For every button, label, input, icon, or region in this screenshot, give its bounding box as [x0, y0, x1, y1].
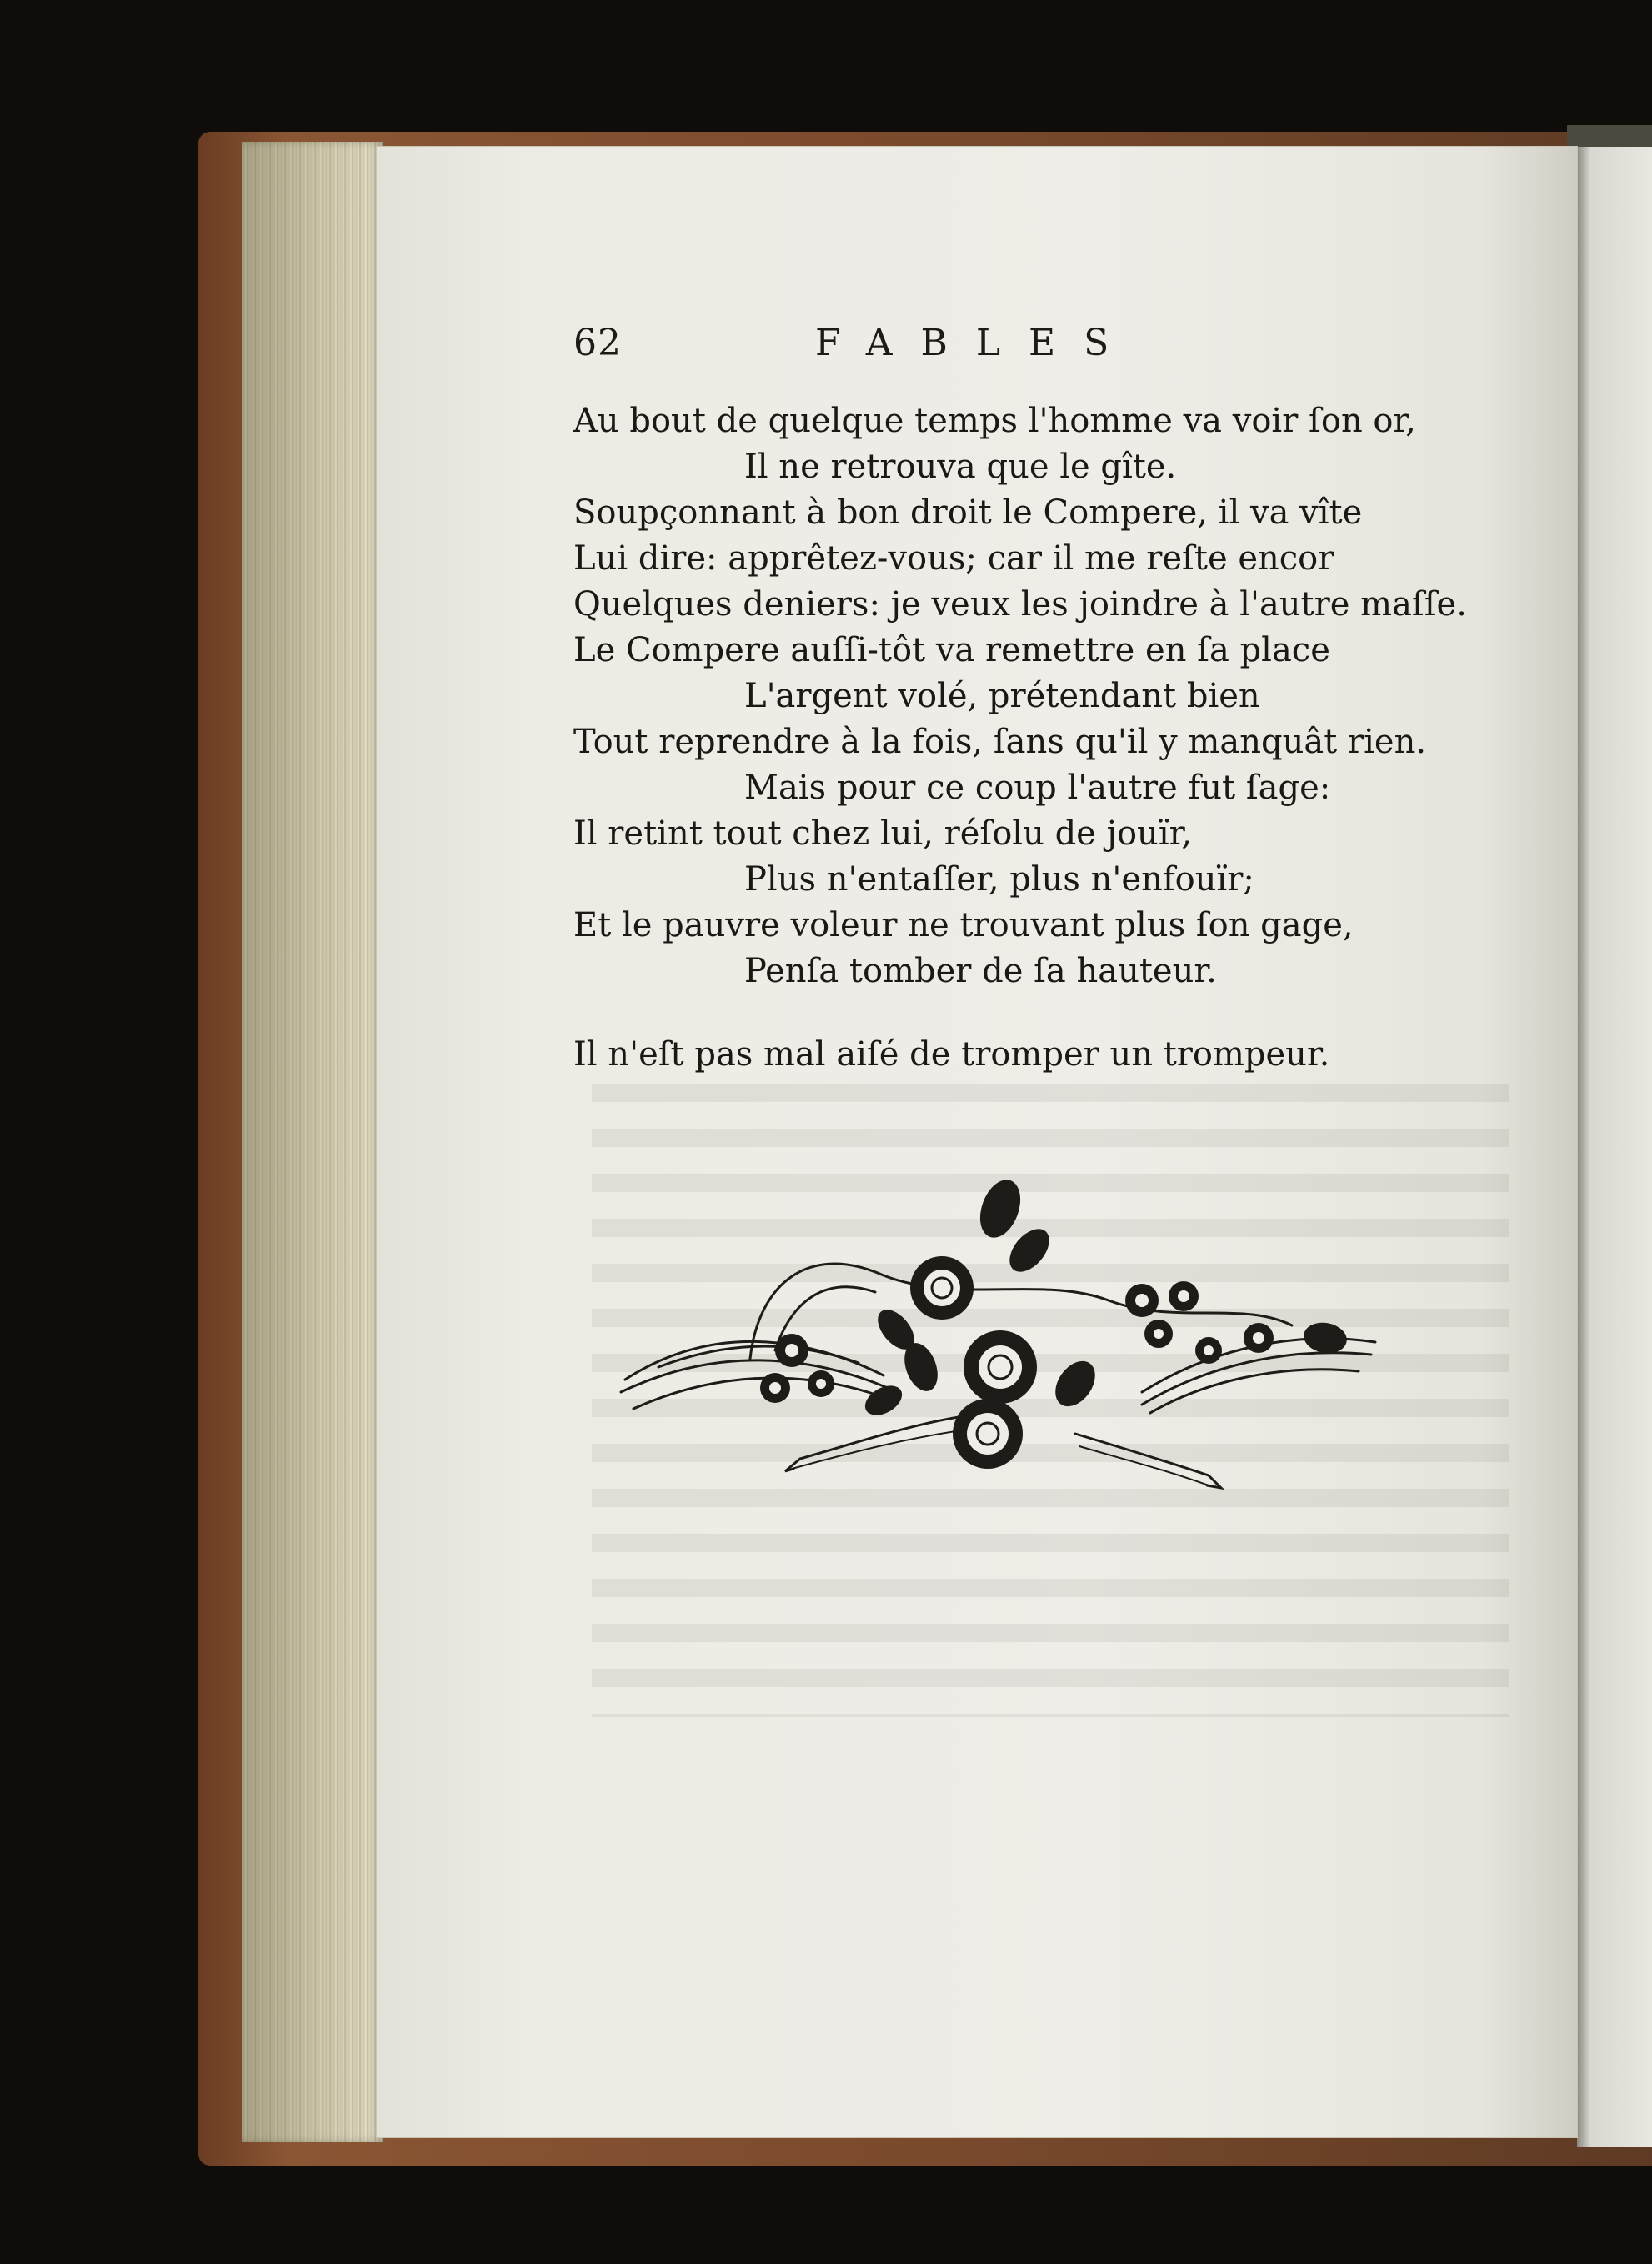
page-number: 62	[573, 322, 622, 364]
verse-line: Soupçonnant à bon droit le Compere, il va vîte	[573, 493, 1363, 532]
verse-line: L'argent volé, prétendant bien	[744, 677, 1260, 715]
page-stack-shadow	[242, 142, 367, 2142]
verse-line: Au bout de quelque temps l'homme va voir ſon or,	[573, 402, 1416, 440]
verse-line: Il ne retrouva que le gîte.	[744, 448, 1177, 486]
verse-line: Tout reprendre à la fois, ſans qu'il y manquât rien.	[573, 723, 1427, 761]
running-head-title: FABLES	[815, 322, 1138, 364]
running-head	[573, 322, 1490, 372]
verse-line: Plus n'entaſſer, plus n'enfouïr;	[744, 860, 1254, 899]
verse-line: Penſa tomber de ſa hauteur.	[744, 952, 1217, 990]
verse-line: Et le pauvre voleur ne trouvant plus ſon gage,	[573, 906, 1354, 944]
floral-garland-vignette-icon	[608, 1159, 1392, 1525]
fable-moral: Il n'eſt pas mal aiſé de tromper un trompeur.	[573, 1035, 1330, 1074]
facing-page	[1577, 147, 1652, 2147]
verse-line: Il retint tout chez lui, réſolu de jouïr,	[573, 814, 1193, 853]
verse-line: Lui dire: apprêtez-vous; car il me reſte encor	[573, 539, 1334, 578]
verse-line: Mais pour ce coup l'autre fut ſage:	[744, 769, 1331, 807]
poem-verse	[573, 398, 1467, 994]
verse-line: Le Compere auſſi-tôt va remettre en ſa place	[573, 631, 1330, 669]
verse-line: Quelques deniers: je veux les joindre à l'autre maſſe.	[573, 585, 1467, 624]
